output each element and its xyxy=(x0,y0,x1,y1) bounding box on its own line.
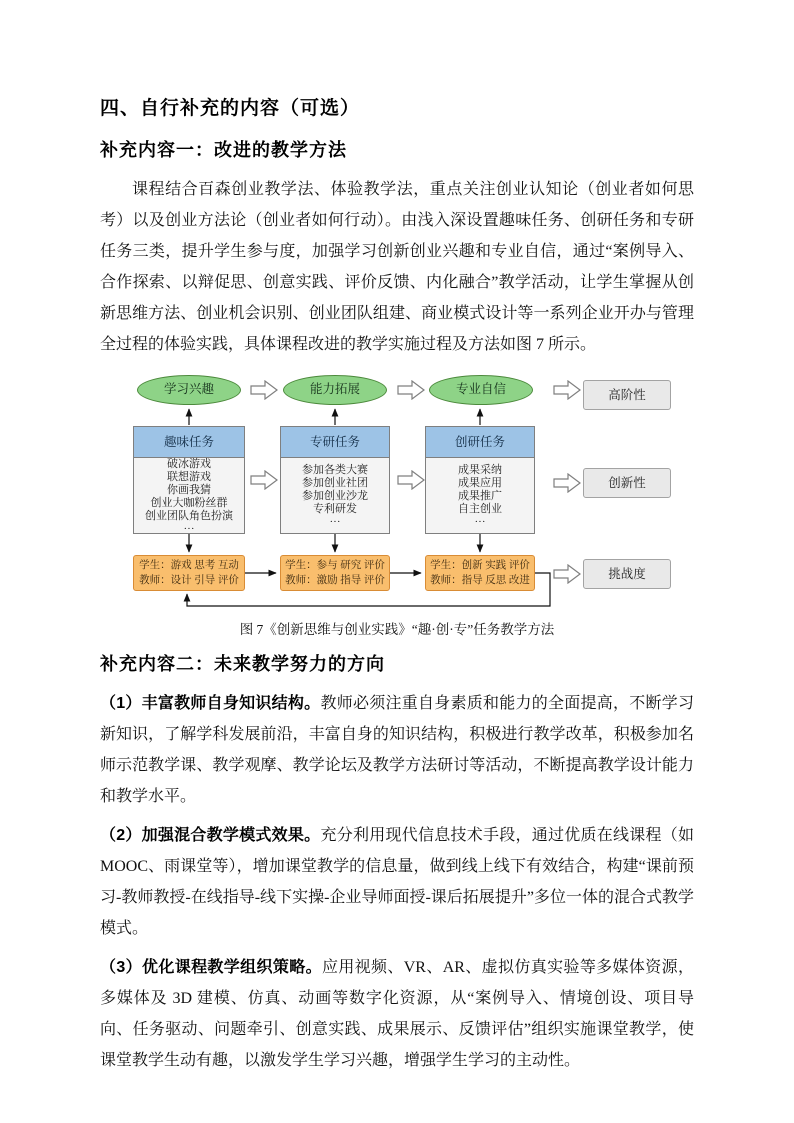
block-arrow-icon xyxy=(553,564,581,584)
activity-student-line: 学生：创新 实践 评价 xyxy=(430,560,530,571)
section-2-paragraph-1 xyxy=(100,688,694,812)
paragraph-body: 应用视频、VR、AR、虚拟仿真实验等多媒体资源，多媒体及 3D 建模、仿真、动画等数字化资源，从“案例导入、情境创设、项目导向、任务驱动、问题牵引、创意实践、成果展示、反馈评估”组织实施课堂教学，使课堂教学生动有趣，以激发学生学习兴趣，增强学生学习的主动性。 xyxy=(100,959,694,1069)
paragraph-body: 充分利用现代信息技术手段，通过优质在线课程（如 MOOC、雨课堂等），增加课堂教学的信息量，做到线上线下有效结合，构建“课前预习-教师教授-在线指导-线下实操-企业导师面授-课后拓展提升”多位一体的混合式教学模式。 xyxy=(100,827,694,937)
task-item: 联想游戏 xyxy=(167,470,211,483)
quality-box-advanced: 高阶性 xyxy=(583,380,671,410)
task-item: 专利研发 xyxy=(313,503,357,515)
block-arrow-icon xyxy=(553,380,581,400)
task-header: 趣味任务 xyxy=(134,427,244,458)
task-item: 自主创业 xyxy=(458,503,502,515)
paragraph-lead: （1）丰富教师自身知识结构。 xyxy=(100,695,321,712)
activity-student-line: 学生：游戏 思考 互动 xyxy=(139,560,239,571)
stage-ellipse-interest: 学习兴趣 xyxy=(137,375,241,405)
task-header: 创研任务 xyxy=(426,427,534,458)
task-item: ··· xyxy=(474,516,486,528)
task-item: 成果采纳 xyxy=(458,464,502,476)
task-item: 创业团队角色扮演 xyxy=(145,509,233,522)
paragraph-lead: （3）优化课程教学组织策略。 xyxy=(100,959,322,976)
task-box-innovation xyxy=(425,426,535,534)
figure-7-diagram xyxy=(120,368,680,616)
block-arrow-icon xyxy=(397,380,425,400)
task-item: 参加各类大赛 xyxy=(302,464,368,476)
section-2-paragraph-2 xyxy=(100,820,694,944)
section-1-paragraph: 课程结合百森创业教学法、体验教学法，重点关注创业认知论（创业者如何思考）以及创业方法论（创业者如何行动）。由浅入深设置趣味任务、创研任务和专研任务三类，提升学生参与度，加强学习创新创业兴趣和专业自信，通过“案例导入、合作探索、以辩促思、创意实践、评价反馈、内化融合”教学活动，让学生掌握从创新思维方法、创业机会识别、创业团队组建、商业模式设计等一系列企业开办与管理全过程的体验实践，具体课程改进的教学实施过程及方法如图 7 所示。 xyxy=(100,181,694,353)
activity-teacher-line: 教师：指导 反思 改进 xyxy=(430,575,530,586)
task-item-list xyxy=(426,458,534,535)
block-arrow-icon xyxy=(250,380,278,400)
doc-title: 四、自行补充的内容（可选） xyxy=(100,98,361,119)
task-item: 成果推广 xyxy=(458,490,502,502)
activity-student-line: 学生：参与 研究 评价 xyxy=(285,560,385,571)
quality-box-challenge: 挑战度 xyxy=(583,559,671,589)
paragraph-body: 教师必须注重自身素质和能力的全面提高，不断学习新知识，了解学科发展前沿，丰富自身的知识结构，积极进行教学改革，积极参加名师示范教学课、教学观摩、教学论坛及教学方法研讨等活动，不断提高教学设计能力和教学水平。 xyxy=(100,695,694,805)
task-item: 参加创业沙龙 xyxy=(302,490,368,502)
task-item-list xyxy=(281,458,389,535)
task-item: 创业大咖粉丝群 xyxy=(150,496,228,509)
activity-box-1 xyxy=(133,555,245,591)
task-header: 专研任务 xyxy=(281,427,389,458)
task-item-list xyxy=(134,458,244,535)
task-item: 参加创业社团 xyxy=(302,477,368,489)
task-box-research xyxy=(280,426,390,534)
task-box-fun xyxy=(133,426,245,534)
section-2-heading: 补充内容二：未来教学努力的方向 xyxy=(100,654,385,674)
section-1-heading: 补充内容一：改进的教学方法 xyxy=(100,140,347,160)
task-item: 破冰游戏 xyxy=(167,457,211,470)
activity-box-2 xyxy=(280,555,390,591)
block-arrow-icon xyxy=(250,470,278,490)
activity-teacher-line: 教师：激励 指导 评价 xyxy=(285,575,385,586)
quality-box-innovative: 创新性 xyxy=(583,468,671,498)
block-arrow-icon xyxy=(397,470,425,490)
stage-ellipse-confidence: 专业自信 xyxy=(429,375,533,405)
task-item: ··· xyxy=(183,522,195,535)
section-2-paragraph-3 xyxy=(100,952,694,1076)
block-arrow-icon xyxy=(553,473,581,493)
figure-caption: 图 7《创新思维与创业实践》“趣·创·专”任务教学方法 xyxy=(239,622,555,637)
activity-box-3 xyxy=(425,555,535,591)
task-item: 你画我猜 xyxy=(167,483,211,496)
paragraph-lead: （2）加强混合教学模式效果。 xyxy=(100,827,321,844)
task-item: 成果应用 xyxy=(458,477,502,489)
stage-ellipse-ability: 能力拓展 xyxy=(283,375,387,405)
activity-teacher-line: 教师：设计 引导 评价 xyxy=(139,575,239,586)
task-item: ··· xyxy=(329,516,341,528)
